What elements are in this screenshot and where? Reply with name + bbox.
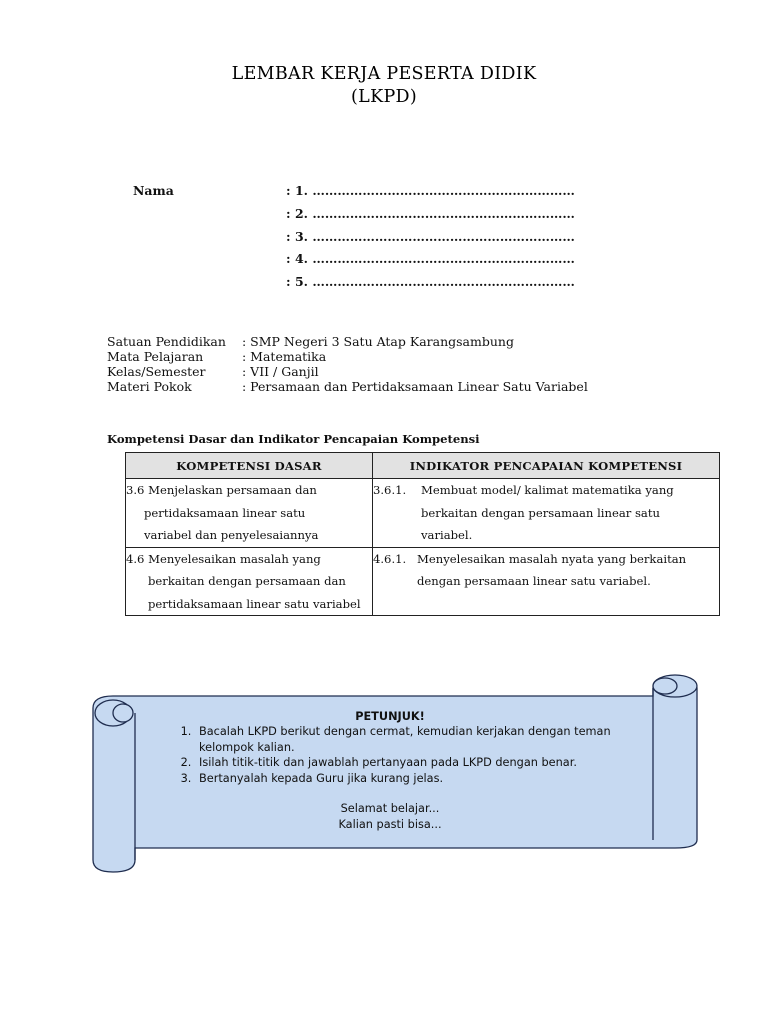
indikator-number: 3.6.1. [373, 483, 407, 497]
kd-text-line: pertidaksamaan linear satu variabel [148, 596, 361, 611]
nama-line-2: : 2. ……………………………………………………… [286, 206, 575, 221]
info-value: : VII / Ganjil [242, 364, 319, 379]
info-kelas-semester [107, 364, 319, 379]
petunjuk-list [160, 724, 620, 786]
indikator-cell [373, 479, 720, 548]
info-key: Mata Pelajaran [107, 349, 204, 364]
scroll-left-curl-inner [113, 704, 133, 722]
indikator-text-line: berkaitan dengan persamaan linear satu [421, 505, 660, 520]
info-value: : SMP Negeri 3 Satu Atap Karangsambung [242, 334, 514, 349]
nama-line-1: : 1. ……………………………………………………… [286, 183, 575, 198]
kd-cell [126, 547, 373, 616]
table-row [126, 479, 720, 548]
kd-text-line: 4.6 Menyelesaikan masalah yang [126, 551, 321, 566]
closing-line-2: Kalian pasti bisa... [338, 817, 442, 831]
table-row [126, 547, 720, 616]
petunjuk-box [160, 710, 620, 832]
info-key: Materi Pokok [107, 379, 192, 394]
worksheet-title: LEMBAR KERJA PESERTA DIDIK [231, 64, 537, 84]
kd-text-line: pertidaksamaan linear satu [144, 505, 306, 520]
closing-line-1: Selamat belajar... [340, 802, 440, 815]
indikator-cell [373, 547, 720, 616]
info-materi-pokok [107, 379, 588, 394]
info-key: Kelas/Semester [107, 364, 206, 379]
nama-line-3: : 3. ……………………………………………………… [286, 229, 575, 244]
kd-text-line: berkaitan dengan persamaan dan [148, 574, 346, 588]
indikator-text-line: Menyelesaikan masalah nyata yang berkaitan [417, 551, 687, 566]
nama-label: Nama [133, 183, 174, 198]
header-indikator: INDIKATOR PENCAPAIAN KOMPETENSI [373, 453, 720, 479]
indikator-text-line: variabel. [421, 528, 473, 542]
header-kompetensi-dasar: KOMPETENSI DASAR [126, 453, 373, 479]
kd-text-line: variabel dan penyelesaiannya [144, 528, 319, 542]
petunjuk-title: PETUNJUK! [355, 710, 425, 723]
table-header-row [126, 453, 720, 479]
indikator-text-line: dengan persamaan linear satu variabel. [417, 574, 651, 588]
indikator-number: 4.6.1. [373, 551, 407, 566]
worksheet-subtitle: (LKPD) [351, 87, 417, 107]
info-key: Satuan Pendidikan [107, 334, 226, 349]
list-item: 2. Isilah titik-titik dan jawablah pertanyaan pada LKPD dengan benar. [195, 755, 620, 771]
list-item: 3. Bertanyalah kepada Guru jika kurang jelas. [195, 771, 620, 787]
list-item: 1. Bacalah LKPD berikut dengan cermat, kemudian kerjakan dengan teman kelompok kalian. [195, 724, 620, 755]
kd-section-heading: Kompetensi Dasar dan Indikator Pencapaian Kompetensi [107, 432, 480, 446]
nama-line-4: : 4. ……………………………………………………… [286, 251, 575, 266]
kd-table [125, 452, 720, 616]
nama-line-5: : 5. ……………………………………………………… [286, 274, 575, 289]
kd-cell [126, 479, 373, 548]
kd-text-line: 3.6 Menjelaskan persamaan dan [126, 483, 317, 497]
info-satuan-pendidikan [107, 334, 514, 349]
indikator-text-line: Membuat model/ kalimat matematika yang [421, 483, 674, 497]
scroll-right-curl-inner [653, 678, 677, 694]
info-value: : Matematika [242, 349, 327, 364]
info-mata-pelajaran [107, 349, 326, 364]
info-value: : Persamaan dan Pertidaksamaan Linear Satu Variabel [242, 379, 588, 394]
